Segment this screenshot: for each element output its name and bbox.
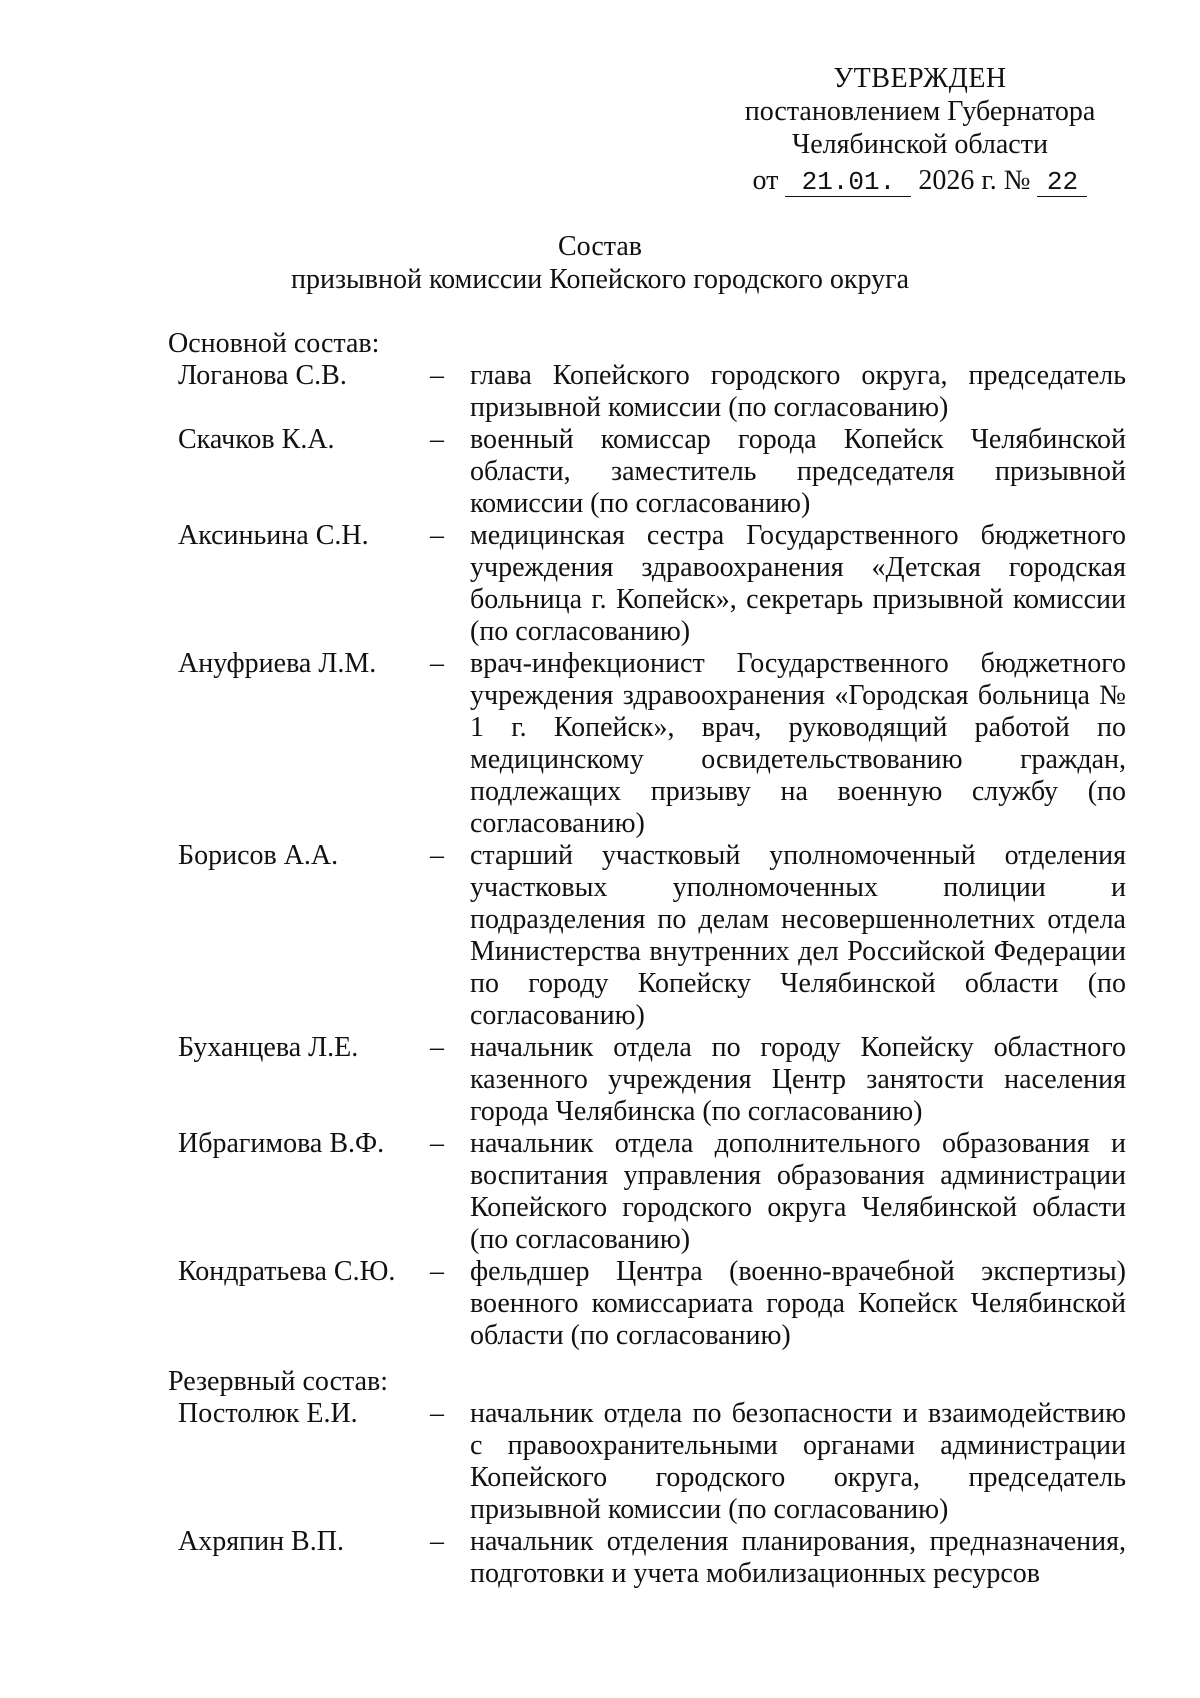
- reserve-composition-heading: Резервный состав:: [168, 1366, 389, 1397]
- member-dash: –: [430, 520, 444, 551]
- member-dash: –: [430, 360, 444, 391]
- member-row: [168, 648, 1126, 840]
- member-name: Логанова С.В.: [178, 360, 347, 391]
- member-role: врач-инфекционист Государственного бюджетного учреждения здравоохранения «Городская больница № 1 г. Копейск», врач, руководящий работой по медицинскому освидетельствованию граждан, подлежащих призыву на военную службу (по согласованию): [470, 648, 1126, 839]
- approval-date: 21.01.: [785, 168, 911, 197]
- member-dash: –: [430, 424, 444, 455]
- member-row: [168, 1398, 1126, 1526]
- member-name: Постолюк Е.И.: [178, 1398, 358, 1429]
- member-role: начальник отдела дополнительного образования и воспитания управления образования администрации Копейского городского округа Челябинской области (по согласованию): [470, 1128, 1126, 1255]
- member-row: [168, 1526, 1126, 1590]
- approval-line-region: Челябинской области: [792, 129, 1048, 160]
- commission-composition: [168, 328, 1126, 1590]
- main-members-list: [168, 360, 1126, 1352]
- member-name: Ахряпин В.П.: [178, 1526, 344, 1557]
- member-row: [168, 1032, 1126, 1128]
- member-row: [168, 424, 1126, 520]
- member-name: Борисов А.А.: [178, 840, 339, 871]
- member-name: Ибрагимова В.Ф.: [178, 1128, 385, 1159]
- member-row: [168, 520, 1126, 648]
- approval-from-word: от: [752, 165, 779, 196]
- member-row: [168, 1128, 1126, 1256]
- member-role: фельдшер Центра (военно-врачебной экспертизы) военного комиссариата города Копейск Челябинской области (по согласованию): [470, 1256, 1126, 1351]
- document-title: [0, 230, 1200, 296]
- member-dash: –: [430, 1526, 444, 1557]
- member-name: Кондратьева С.Ю.: [178, 1256, 396, 1287]
- member-name: Ануфриева Л.М.: [178, 648, 377, 679]
- member-dash: –: [430, 648, 444, 679]
- member-role: глава Копейского городского округа, председатель призывной комиссии (по согласованию): [470, 360, 1126, 423]
- title-line-composition: Состав: [557, 231, 643, 262]
- member-role: начальник отдела по безопасности и взаимодействию с правоохранительными органами администрации Копейского городского округа, председатель призывной комиссии (по согласованию): [470, 1398, 1126, 1525]
- member-dash: –: [430, 1032, 444, 1063]
- approval-heading: УТВЕРЖДЕН: [833, 63, 1007, 94]
- approval-year-number-label: 2026 г. №: [918, 165, 1031, 196]
- member-dash: –: [430, 1398, 444, 1429]
- member-row: [168, 360, 1126, 424]
- member-row: [168, 1256, 1126, 1352]
- main-composition-heading: Основной состав:: [168, 328, 380, 359]
- member-dash: –: [430, 1256, 444, 1287]
- member-row: [168, 840, 1126, 1032]
- member-role: военный комиссар города Копейск Челябинской области, заместитель председателя призывной комиссии (по согласованию): [470, 424, 1126, 519]
- member-dash: –: [430, 1128, 444, 1159]
- member-role: начальник отдела по городу Копейску областного казенного учреждения Центр занятости населения города Челябинска (по согласованию): [470, 1032, 1126, 1127]
- member-role: медицинская сестра Государственного бюджетного учреждения здравоохранения «Детская городская больница г. Копейск», секретарь призывной комиссии (по согласованию): [470, 520, 1126, 647]
- approval-number: 22: [1037, 168, 1087, 197]
- member-name: Скачков К.А.: [178, 424, 335, 455]
- member-name: Буханцева Л.Е.: [178, 1032, 359, 1063]
- member-name: Аксиньина С.Н.: [178, 520, 369, 551]
- reserve-members-list: [168, 1398, 1126, 1590]
- title-line-commission: призывной комиссии Копейского городского округа: [290, 264, 910, 295]
- approval-date-line: [720, 164, 1120, 197]
- member-role: старший участковый уполномоченный отделения участковых уполномоченных полиции и подразделения по делам несовершеннолетних отдела Министерства внутренних дел Российской Федерации по городу Копейску Челябинской области (по согласованию): [470, 840, 1126, 1031]
- approval-stamp: [720, 62, 1120, 197]
- approval-line-decree: постановлением Губернатора: [744, 96, 1096, 127]
- member-role: начальник отделения планирования, предназначения, подготовки и учета мобилизационных ресурсов: [470, 1526, 1126, 1589]
- member-dash: –: [430, 840, 444, 871]
